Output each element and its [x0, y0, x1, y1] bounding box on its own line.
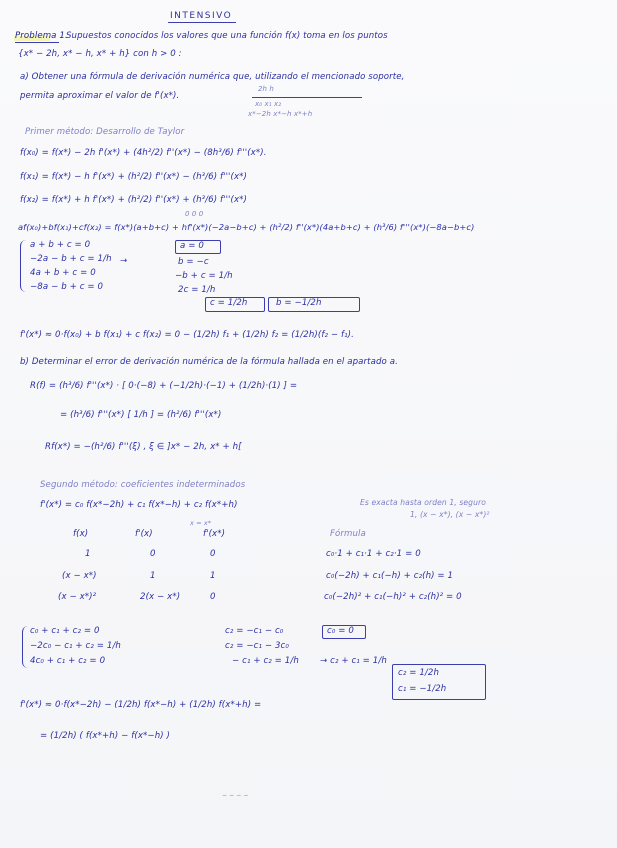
- footer-scribble: − − − −: [222, 792, 249, 799]
- second-system-brace: [22, 626, 29, 668]
- solution-a: a = 0: [180, 241, 204, 251]
- second-system-eq-2: −2c₀ − c₁ + c₂ = 1/h: [30, 641, 121, 651]
- table-row-3-fprime: 2(x − x*): [140, 592, 181, 602]
- part-b-statement: b) Determinar el error de derivación numérica de la fórmula hallada en el apartado a.: [20, 357, 398, 367]
- table-row-1-fprime-star: 0: [210, 549, 216, 559]
- table-row-2-fprime-star: 1: [210, 571, 216, 581]
- combination-zero-markers: 0 0 0: [185, 210, 204, 218]
- second-method-heading: Segundo método: coeficientes indeterminados: [40, 480, 246, 490]
- second-system-mid-2: c₂ = −c₁ − 3c₀: [225, 641, 289, 651]
- linear-combination: af(x₀)+bf(x₁)+cf(x₂) = f(x*)(a+b+c) + hf'(x*)(−2a−b+c) + (h²/2) f''(x*)(4a+b+c) + (h³/6) f'''(x*)(−8a−b+c): [18, 222, 475, 232]
- solution-b: b = −1/2h: [276, 298, 322, 308]
- exactness-note: Es exacta hasta orden 1, seguro: [360, 498, 486, 507]
- first-method-heading: Primer método: Desarrollo de Taylor: [25, 127, 185, 137]
- solution-2c-eq: 2c = 1/h: [178, 285, 216, 295]
- c1-c2-sum: → c₂ + c₁ = 1/h: [320, 656, 387, 666]
- system-eq-2: −2a − b + c = 1/h: [30, 254, 112, 264]
- exactness-basis: 1, (x − x*), (x − x*)²: [410, 510, 490, 519]
- part-a-line-2: permita aproximar el valor de f'(x*).: [20, 91, 180, 101]
- c2-result: c₂ = 1/2h: [398, 668, 440, 678]
- table-row-2-formula: c₀(−2h) + c₁(−h) + c₂(h) = 1: [326, 571, 454, 581]
- table-row-3-f: (x − x*)²: [58, 592, 97, 602]
- support-distances: 2h h: [258, 85, 274, 93]
- table-header-f: f(x): [73, 529, 89, 539]
- page-title: INTENSIVO: [170, 11, 233, 21]
- undetermined-coeff-formula: f'(x*) = c₀ f(x*−2h) + c₁ f(x*−h) + c₂ f(x*+h): [40, 500, 238, 510]
- second-system-eq-3: 4c₀ + c₁ + c₂ = 0: [30, 656, 106, 666]
- second-system-mid-3: − c₁ + c₂ = 1/h: [232, 656, 299, 666]
- final-formula-line-1: f'(x*) ≈ 0·f(x*−2h) − (1/2h) f(x*−h) + (1/2h) f(x*+h) =: [20, 700, 262, 710]
- error-line-2: = (h³/6) f'''(x*) [ 1/h ] = (h²/6) f'''(x*): [60, 410, 222, 420]
- table-row-3-formula: c₀(−2h)² + c₁(−h)² + c₂(h)² = 0: [324, 592, 462, 602]
- support-node-labels: x₀ x₁ x₂: [255, 100, 282, 108]
- table-header-formula: Fórmula: [330, 529, 366, 539]
- taylor-expansion-x2: f(x₂) = f(x*) + h f'(x*) + (h²/2) f''(x*) + (h³/6) f'''(x*): [20, 195, 248, 205]
- problem-label: Problema 1.: [15, 31, 68, 41]
- table-header-fprime: f'(x): [135, 529, 153, 539]
- statement-line-2: {x* − 2h, x* − h, x* + h} con h > 0 :: [18, 49, 182, 59]
- table-row-2-fprime: 1: [150, 571, 156, 581]
- error-line-3: Rf(x*) = −(h²/6) f'''(ξ) , ξ ∈ ]x* − 2h, x* + h[: [45, 442, 242, 452]
- solution-bc-eq: −b + c = 1/h: [175, 271, 233, 281]
- table-row-1-fprime: 0: [150, 549, 156, 559]
- system-arrow: →: [120, 256, 128, 266]
- error-line-1: R(f) = (h³/6) f'''(x*) · [ 0·(−8) + (−1/2h)·(−1) + (1/2h)·(1) ] =: [30, 381, 298, 391]
- system-eq-1: a + b + c = 0: [30, 240, 91, 250]
- problem-underline: [15, 42, 59, 43]
- taylor-expansion-x1: f(x₁) = f(x*) − h f'(x*) + (h²/2) f''(x*) − (h³/6) f'''(x*): [20, 172, 248, 182]
- second-system-eq-1: c₀ + c₁ + c₂ = 0: [30, 626, 100, 636]
- solution-c: c = 1/2h: [210, 298, 248, 308]
- table-row-1-f: 1: [85, 549, 91, 559]
- support-axis: [252, 97, 362, 98]
- solution-b-eq: b = −c: [178, 257, 209, 267]
- table-row-1-formula: c₀·1 + c₁·1 + c₂·1 = 0: [326, 549, 421, 559]
- second-system-mid-1: c₂ = −c₁ − c₀: [225, 626, 284, 636]
- title-underline: [168, 22, 236, 23]
- support-node-points: x*−2h x*−h x*+h: [248, 110, 313, 118]
- table-evaluation-note: x = x*: [190, 519, 212, 527]
- part-a-line-1: a) Obtener una fórmula de derivación numérica que, utilizando el mencionado soporte,: [20, 72, 405, 82]
- taylor-expansion-x0: f(x₀) = f(x*) − 2h f'(x*) + (4h²/2) f''(x*) − (8h³/6) f'''(x*).: [20, 148, 267, 158]
- c1-result: c₁ = −1/2h: [398, 684, 447, 694]
- table-row-3-fprime-star: 0: [210, 592, 216, 602]
- final-formula-line-2: = (1/2h) ( f(x*+h) − f(x*−h) ): [40, 731, 171, 741]
- system-brace: [20, 240, 27, 292]
- c0-result: c₀ = 0: [327, 626, 354, 636]
- table-header-fprime-star: f'(x*): [203, 529, 226, 539]
- system-eq-3: 4a + b + c = 0: [30, 268, 96, 278]
- system-eq-4: −8a − b + c = 0: [30, 282, 104, 292]
- result-part-a: f'(x*) ≈ 0·f(x₀) + b f(x₁) + c f(x₂) = 0 − (1/2h) f₁ + (1/2h) f₂ = (1/2h)(f₂ − f₁).: [20, 330, 354, 340]
- table-row-2-f: (x − x*): [62, 571, 97, 581]
- statement-line-1: Supuestos conocidos los valores que una función f(x) toma en los puntos: [66, 31, 388, 41]
